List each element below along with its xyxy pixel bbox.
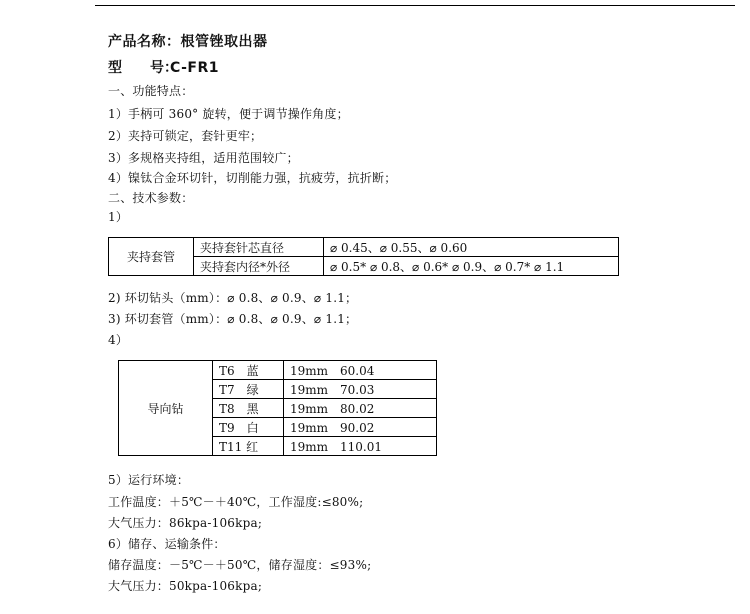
drill-spec-cell: 19mm 110.01 [284, 437, 437, 456]
model-label: 型 号： [108, 60, 178, 76]
feature-item-4: 4）镍钛合金环切针，切削能力强，抗疲劳，抗折断； [108, 171, 397, 185]
param-value-cell: ⌀ 0.5* ⌀ 0.8、⌀ 0.6* ⌀ 0.9、⌀ 0.7* ⌀ 1.1 [324, 257, 619, 276]
table-row [109, 238, 619, 257]
tech-heading: 二、技术参数： [108, 191, 194, 205]
drill-spec-cell: 19mm 80.02 [284, 399, 437, 418]
env-pressure: 大气压力：86kpa-106kpa; [108, 516, 263, 530]
storage-heading: 6）储存、运输条件： [108, 537, 226, 551]
top-rule [95, 5, 735, 6]
item-1-label: 1） [108, 210, 129, 224]
drill-code-cell: T9 白 [213, 418, 284, 437]
item-4-label: 4） [108, 333, 129, 347]
drill-code-cell: T6 蓝 [213, 361, 284, 380]
product-name: 产品名称：根管锉取出器 [108, 34, 268, 50]
clamp-sleeve-group-cell: 夹持套管 [109, 238, 194, 276]
clamp-sleeve-table [108, 237, 619, 276]
model-line [108, 60, 219, 76]
param-name-cell: 夹持套内径*外径 [194, 257, 324, 276]
item-3-sleeve: 3) 环切套管（mm）：⌀ 0.8、⌀ 0.9、⌀ 1.1； [108, 312, 358, 326]
guide-drill-group-cell: 导向钻 [119, 361, 213, 456]
env-temperature: 工作温度：＋5℃－＋40℃，工作湿度:≤80%; [108, 495, 364, 509]
drill-spec-cell: 19mm 70.03 [284, 380, 437, 399]
env-heading: 5）运行环境： [108, 473, 190, 487]
table-row [119, 361, 437, 380]
features-heading: 一、功能特点： [108, 84, 194, 98]
model-value: C-FR1 [170, 60, 219, 76]
storage-pressure: 大气压力：50kpa-106kpa; [108, 579, 263, 593]
item-2-drill-bit: 2) 环切钻头（mm）：⌀ 0.8、⌀ 0.9、⌀ 1.1； [108, 291, 358, 305]
feature-item-1: 1）手柄可 360° 旋转，便于调节操作角度； [108, 107, 349, 121]
feature-item-2: 2）夹持可锁定，套针更牢； [108, 129, 263, 143]
drill-spec-cell: 19mm 60.04 [284, 361, 437, 380]
drill-code-cell: T8 黑 [213, 399, 284, 418]
feature-item-3: 3）多规格夹持组，适用范围较广； [108, 151, 299, 165]
param-name-cell: 夹持套针芯直径 [194, 238, 324, 257]
drill-spec-cell: 19mm 90.02 [284, 418, 437, 437]
drill-code-cell: T11 红 [213, 437, 284, 456]
storage-temperature: 储存温度：－5℃－＋50℃，储存湿度：≤93%; [108, 558, 372, 572]
guide-drill-table [118, 360, 437, 456]
drill-code-cell: T7 绿 [213, 380, 284, 399]
param-value-cell: ⌀ 0.45、⌀ 0.55、⌀ 0.60 [324, 238, 619, 257]
